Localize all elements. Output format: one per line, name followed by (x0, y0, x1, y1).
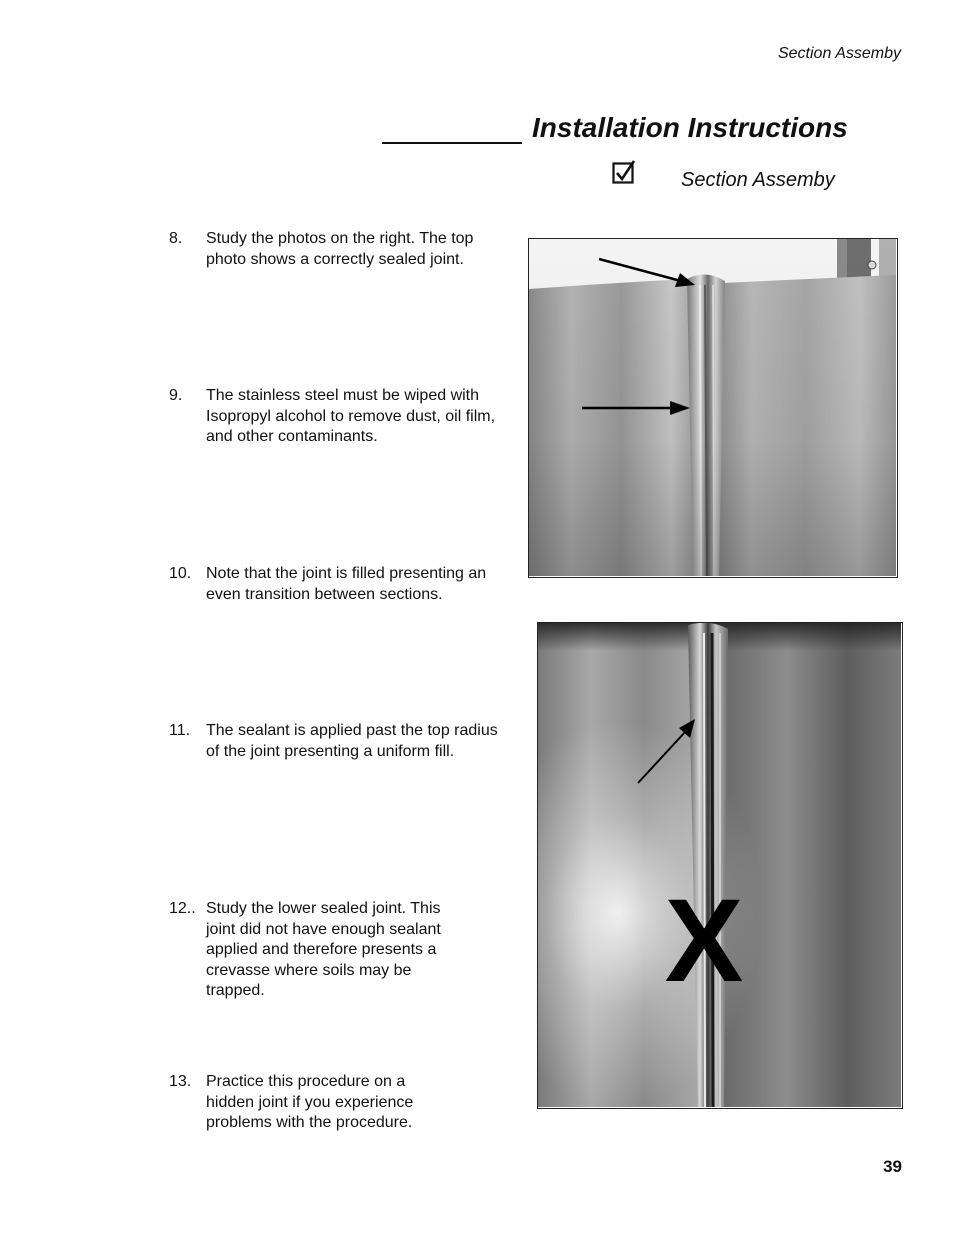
running-header: Section Assemby (777, 45, 901, 62)
step-text: The sealant is applied past the top radius of the joint presenting a uniform fill. (206, 722, 498, 760)
section-subtitle: Section Assemby (681, 169, 835, 191)
step-number: 13. (169, 1073, 192, 1090)
step-item (169, 386, 509, 448)
title-row (382, 112, 852, 146)
reject-x-mark: X (664, 875, 744, 1007)
step-number: 12.. (169, 900, 196, 917)
top-joint-photo (528, 238, 898, 578)
step-number: 9. (169, 387, 183, 404)
step-number: 11. (169, 722, 191, 739)
checked-box-icon (612, 160, 636, 184)
step-item (169, 721, 509, 762)
step-item (169, 564, 509, 605)
step-text: Study the photos on the right. The top photo shows a correctly sealed joint. (206, 230, 474, 268)
step-text: Study the lower sealed joint. This joint did not have enough sealant applied and therefore presents a crevasse where soils may be trapped. (206, 900, 441, 999)
step-item (169, 1072, 509, 1134)
step-number: 10. (169, 565, 192, 582)
page-number: 39 (883, 1157, 902, 1176)
title-underline (382, 142, 522, 144)
step-text: The stainless steel must be wiped with Isopropyl alcohol to remove dust, oil film, and other contaminants. (206, 387, 496, 445)
step-text: Practice this procedure on a hidden joint if you experience problems with the procedure. (206, 1073, 414, 1131)
step-number: 8. (169, 230, 183, 247)
page-title: Installation Instructions (532, 112, 848, 143)
step-item (169, 899, 509, 1002)
bottom-joint-photo (537, 622, 903, 1109)
step-item (169, 229, 509, 270)
step-text: Note that the joint is filled presenting an even transition between sections. (206, 565, 487, 603)
